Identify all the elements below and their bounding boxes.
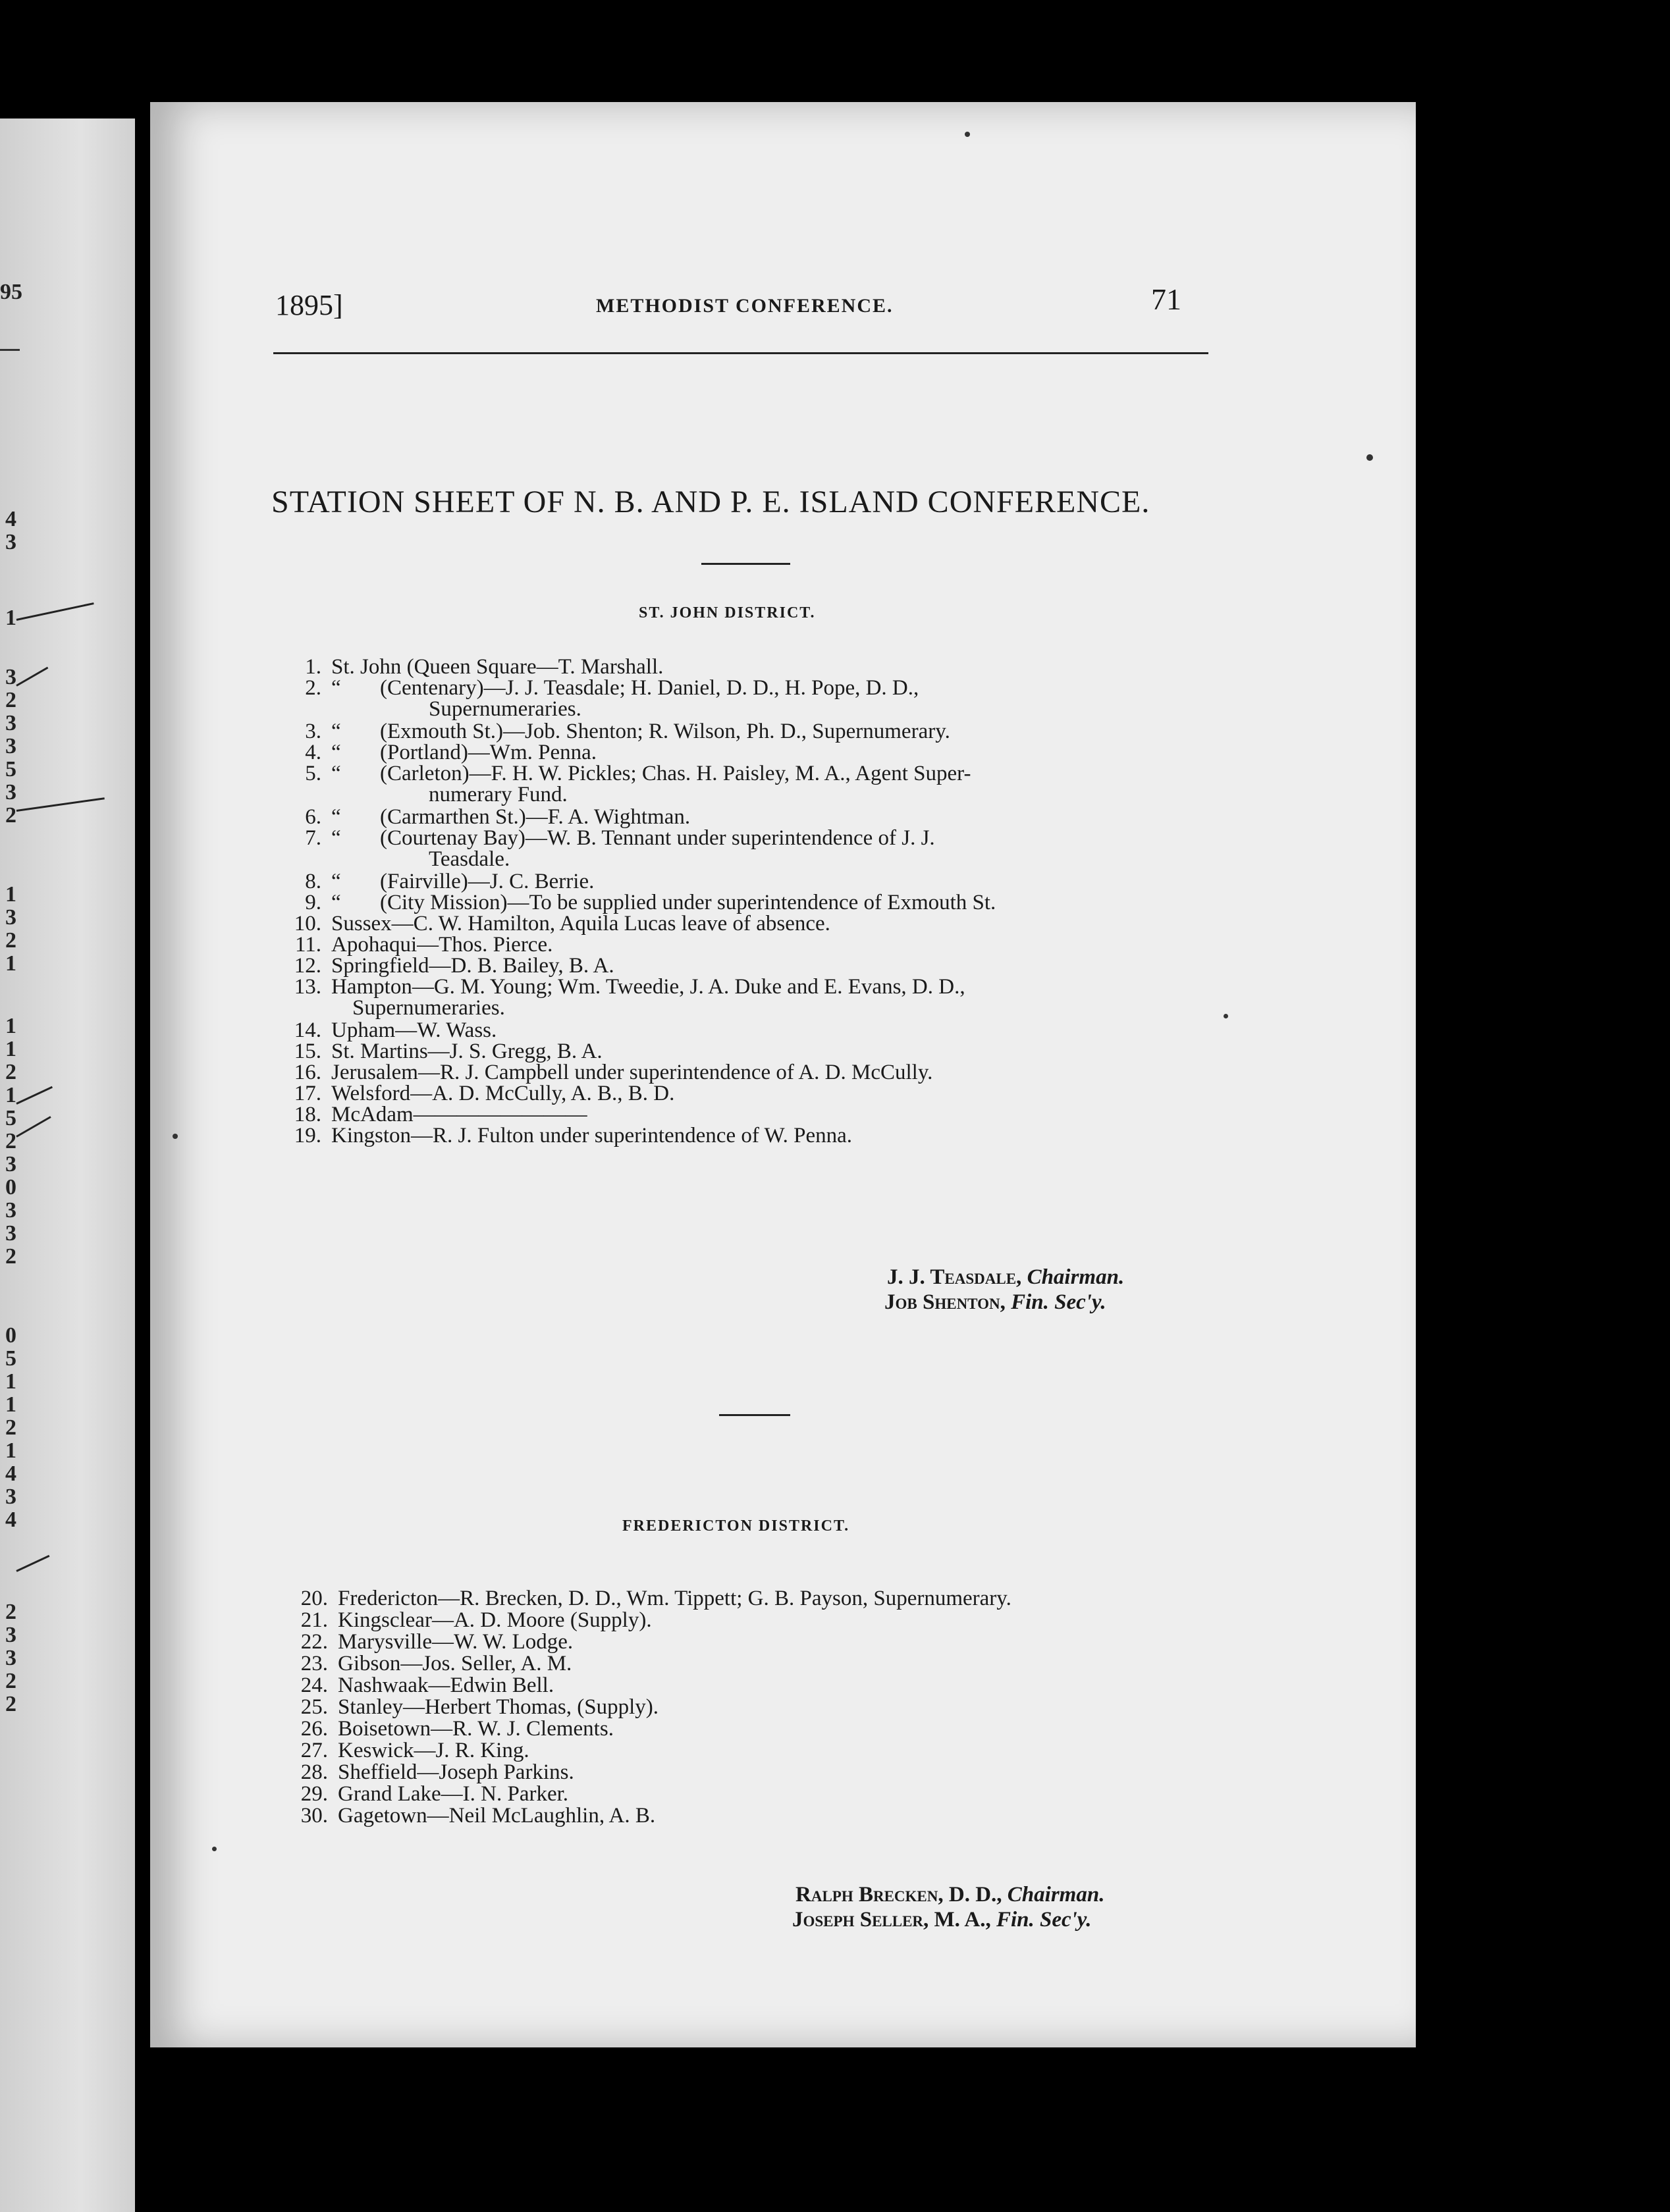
left-page-rule	[0, 349, 20, 351]
left-page-digit: 3	[5, 734, 16, 758]
station-entry	[300, 1608, 652, 1632]
station-number: 2.	[305, 676, 321, 700]
header-rule	[273, 352, 1208, 354]
station-number: 26.	[300, 1717, 328, 1741]
fredericton-chairman-name: Ralph Brecken, D. D.,	[795, 1883, 1002, 1907]
left-page-digit: 1	[5, 1392, 16, 1417]
station-entry	[300, 1673, 554, 1697]
left-page-digit: 2	[5, 1669, 16, 1693]
station-text: McAdam————————	[331, 1103, 587, 1126]
station-number: 20.	[300, 1587, 328, 1610]
station-entry	[300, 1717, 614, 1741]
station-number: 22.	[300, 1630, 328, 1654]
station-number: 28.	[300, 1760, 328, 1784]
station-text: Upham—W. Wass.	[331, 1018, 497, 1042]
station-text: Fredericton—R. Brecken, D. D., Wm. Tippett; G. B. Payson, Supernumerary.	[338, 1587, 1011, 1610]
ditto-mark: “	[331, 826, 341, 850]
check-mark	[16, 1555, 49, 1572]
title-separator	[701, 563, 790, 565]
st-john-secretary-role: Fin. Sec'y.	[1011, 1290, 1106, 1314]
station-number: 17.	[294, 1082, 321, 1105]
station-entry	[300, 1652, 572, 1675]
ditto-mark: “	[331, 676, 341, 700]
station-entry	[300, 1695, 659, 1719]
station-text: Sussex—C. W. Hamilton, Aquila Lucas leave of absence.	[331, 912, 830, 935]
page-number: 71	[1151, 282, 1181, 316]
station-number: 13.	[294, 975, 321, 999]
left-page-digit: 1	[5, 1037, 16, 1061]
station-text: (City Mission)—To be supplied under superintendence of Exmouth St.	[380, 891, 996, 914]
left-page-digit: 1	[5, 1014, 16, 1038]
station-entry	[294, 1124, 853, 1147]
left-page-digit: 3	[5, 1623, 16, 1647]
ditto-mark: “	[331, 720, 341, 743]
station-number: 5.	[305, 762, 321, 785]
header-title: METHODIST CONFERENCE.	[596, 295, 894, 317]
left-page-digit: 1	[5, 882, 16, 907]
station-entry	[305, 676, 919, 721]
station-number: 12.	[294, 954, 321, 978]
station-text: Grand Lake—I. N. Parker.	[338, 1782, 569, 1806]
st-john-chairman-role: Chairman.	[1027, 1265, 1125, 1289]
left-page-digit: 4	[5, 507, 16, 531]
station-entry	[300, 1739, 529, 1762]
left-page-digit: 3	[5, 1646, 16, 1670]
district-separator	[719, 1414, 790, 1416]
station-entry	[305, 826, 935, 871]
dust-speck	[212, 1847, 217, 1851]
st-john-secretary-signature	[884, 1290, 1106, 1315]
station-entry	[294, 1061, 933, 1084]
station-entry	[305, 741, 597, 764]
station-text: Welsford—A. D. McCully, A. B., B. D.	[331, 1082, 675, 1105]
station-text: Gagetown—Neil McLaughlin, A. B.	[338, 1804, 656, 1828]
left-page-digit: 0	[5, 1175, 16, 1199]
fredericton-chairman-signature	[795, 1883, 1104, 1907]
left-page-digit: 4	[5, 1462, 16, 1486]
station-number: 10.	[294, 912, 321, 935]
left-page-margin	[0, 118, 135, 2212]
header-year: 1895]	[275, 289, 343, 321]
station-number: 7.	[305, 826, 321, 850]
st-john-district-heading: ST. JOHN DISTRICT.	[639, 604, 816, 621]
station-text: (Courtenay Bay)—W. B. Tennant under superintendence of J. J.	[380, 826, 935, 850]
fredericton-district-heading: FREDERICTON DISTRICT.	[622, 1517, 850, 1535]
station-number: 3.	[305, 720, 321, 743]
station-number: 14.	[294, 1018, 321, 1042]
page-title: STATION SHEET OF N. B. AND P. E. ISLAND CONFERENCE.	[271, 485, 1150, 519]
station-entry	[305, 805, 691, 829]
station-entry	[294, 1040, 603, 1063]
station-text-continued: Supernumeraries.	[429, 697, 581, 721]
left-page-digit: 1	[5, 606, 16, 630]
st-john-chairman-signature	[887, 1265, 1124, 1290]
station-text: Apohaqui—Thos. Pierce.	[331, 933, 553, 957]
station-entry	[305, 891, 996, 914]
station-number: 6.	[305, 805, 321, 829]
check-mark	[16, 1116, 51, 1138]
station-number: 15.	[294, 1040, 321, 1063]
station-number: 18.	[294, 1103, 321, 1126]
station-entry	[294, 975, 965, 1020]
left-page-digit: 2	[5, 1415, 16, 1440]
dust-speck	[1366, 454, 1373, 461]
left-page-digit: 1	[5, 1438, 16, 1463]
station-number: 29.	[300, 1782, 328, 1806]
station-text-continued: numerary Fund.	[429, 783, 568, 806]
station-text: (Carleton)—F. H. W. Pickles; Chas. H. Paisley, M. A., Agent Super-	[380, 762, 971, 785]
left-page-digit: 3	[5, 665, 16, 689]
station-text: (Centenary)—J. J. Teasdale; H. Daniel, D. D., H. Pope, D. D.,	[380, 676, 919, 700]
station-entry	[300, 1587, 1011, 1610]
left-page-digit: 5	[5, 1346, 16, 1371]
left-page-digit: 5	[5, 757, 16, 781]
check-mark	[16, 667, 48, 687]
station-entry	[294, 1082, 675, 1105]
st-john-secretary-name: Job Shenton,	[884, 1290, 1006, 1314]
station-entry	[300, 1782, 569, 1806]
station-entry	[294, 912, 830, 935]
fredericton-secretary-role: Fin. Sec'y.	[996, 1908, 1092, 1932]
left-page-digit: 5	[5, 1106, 16, 1130]
check-mark	[16, 1086, 53, 1105]
left-page-digit: 2	[5, 1060, 16, 1084]
dust-speck	[965, 132, 970, 137]
station-entry	[300, 1630, 574, 1654]
left-page-digit: 2	[5, 803, 16, 828]
left-page-digit: 1	[5, 1083, 16, 1107]
st-john-chairman-name: J. J. Teasdale,	[887, 1265, 1022, 1289]
station-text: Hampton—G. M. Young; Wm. Tweedie, J. A. Duke and E. Evans, D. D.,	[331, 975, 965, 999]
dust-speck	[1224, 1014, 1228, 1018]
ditto-mark: “	[331, 762, 341, 785]
left-page-digit: 3	[5, 530, 16, 554]
station-text: St. Martins—J. S. Gregg, B. A.	[331, 1040, 603, 1063]
left-page-digit: 0	[5, 1323, 16, 1348]
station-text: (Portland)—Wm. Penna.	[380, 741, 597, 764]
left-page-digit: 2	[5, 688, 16, 712]
station-entry	[305, 870, 595, 893]
station-number: 4.	[305, 741, 321, 764]
station-text-continued: Supernumeraries.	[352, 996, 505, 1020]
fredericton-secretary-name: Joseph Seller, M. A.,	[792, 1908, 991, 1932]
ditto-mark: “	[331, 870, 341, 893]
station-entry	[305, 720, 950, 743]
station-text: (Carmarthen St.)—F. A. Wightman.	[380, 805, 691, 829]
left-page-digit: 3	[5, 1221, 16, 1246]
check-mark	[16, 797, 105, 812]
station-text: Kingston—R. J. Fulton under superintendence of W. Penna.	[331, 1124, 853, 1147]
left-page-digit: 1	[5, 1369, 16, 1394]
ditto-mark: “	[331, 741, 341, 764]
station-number: 30.	[300, 1804, 328, 1828]
station-text: St. John (Queen Square—T. Marshall.	[331, 655, 664, 679]
left-page-number: 95	[0, 280, 22, 304]
left-page-digit: 3	[5, 711, 16, 735]
check-mark	[16, 602, 94, 621]
left-page-digit: 3	[5, 1198, 16, 1223]
left-page-digit: 2	[5, 1600, 16, 1624]
station-number: 9.	[305, 891, 321, 914]
station-entry	[294, 933, 553, 957]
station-number: 24.	[300, 1673, 328, 1697]
station-text: (Fairville)—J. C. Berrie.	[380, 870, 595, 893]
station-text: Sheffield—Joseph Parkins.	[338, 1760, 574, 1784]
left-page-digit: 2	[5, 1129, 16, 1153]
station-number: 1.	[305, 655, 321, 679]
left-page-digit: 2	[5, 1244, 16, 1269]
station-entry	[294, 954, 614, 978]
left-page-digit: 3	[5, 1152, 16, 1176]
station-text: (Exmouth St.)—Job. Shenton; R. Wilson, Ph. D., Supernumerary.	[380, 720, 950, 743]
station-number: 19.	[294, 1124, 321, 1147]
station-number: 21.	[300, 1608, 328, 1632]
station-text: Gibson—Jos. Seller, A. M.	[338, 1652, 572, 1675]
station-number: 25.	[300, 1695, 328, 1719]
station-number: 8.	[305, 870, 321, 893]
station-text: Springfield—D. B. Bailey, B. A.	[331, 954, 614, 978]
station-number: 27.	[300, 1739, 328, 1762]
station-text: Marysville—W. W. Lodge.	[338, 1630, 574, 1654]
station-text: Kingsclear—A. D. Moore (Supply).	[338, 1608, 652, 1632]
station-entry	[300, 1804, 656, 1828]
station-text-continued: Teasdale.	[429, 847, 510, 871]
station-number: 16.	[294, 1061, 321, 1084]
station-entry	[305, 655, 664, 679]
left-page-digit: 3	[5, 905, 16, 930]
station-entry	[305, 762, 971, 806]
left-page-digit: 1	[5, 951, 16, 976]
left-page-digit: 2	[5, 1692, 16, 1716]
station-text: Keswick—J. R. King.	[338, 1739, 529, 1762]
station-text: Jerusalem—R. J. Campbell under superintendence of A. D. McCully.	[331, 1061, 933, 1084]
station-number: 23.	[300, 1652, 328, 1675]
fredericton-secretary-signature	[792, 1908, 1091, 1932]
station-entry	[300, 1760, 574, 1784]
station-text: Nashwaak—Edwin Bell.	[338, 1673, 554, 1697]
dust-speck	[173, 1134, 178, 1139]
station-number: 11.	[294, 933, 321, 957]
ditto-mark: “	[331, 891, 341, 914]
left-page-digit: 3	[5, 1485, 16, 1509]
left-page-digit: 4	[5, 1508, 16, 1532]
fredericton-chairman-role: Chairman.	[1007, 1883, 1105, 1907]
left-page-digit: 2	[5, 928, 16, 953]
station-text: Boisetown—R. W. J. Clements.	[338, 1717, 614, 1741]
station-text: Stanley—Herbert Thomas, (Supply).	[338, 1695, 659, 1719]
ditto-mark: “	[331, 805, 341, 829]
left-page-digit: 3	[5, 780, 16, 804]
station-entry	[294, 1103, 587, 1126]
station-entry	[294, 1018, 497, 1042]
